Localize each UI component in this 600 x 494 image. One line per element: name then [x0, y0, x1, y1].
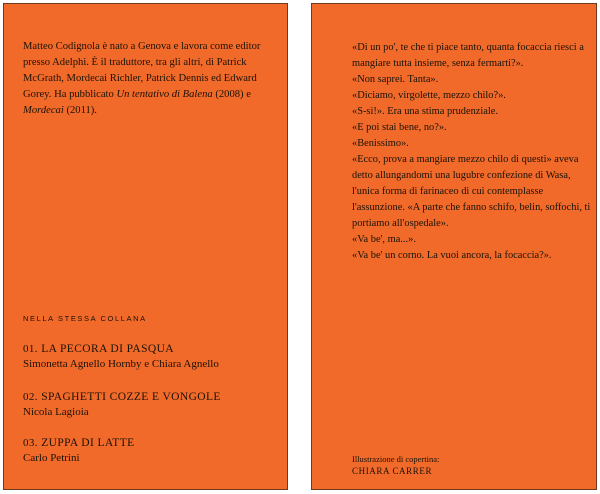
credit-name: CHIARA CARRER — [352, 466, 433, 476]
text-line: «E poi stai bene, no?». — [352, 122, 447, 133]
text-line: «Diciamo, virgolette, mezzo chilo?». — [352, 90, 506, 101]
book-title — [23, 390, 283, 405]
book-title-text: LA PECORA DI PASQUA — [41, 343, 174, 355]
book-number: 01. — [23, 343, 38, 355]
left-page — [3, 3, 288, 490]
series-book — [23, 436, 283, 466]
text-line: «Non saprei. Tanta». — [352, 74, 439, 85]
book-title-text: ZUPPA DI LATTE — [41, 437, 135, 449]
series-book — [23, 342, 283, 372]
book-author: Simonetta Agnello Hornby e Chiara Agnello — [23, 358, 219, 370]
bio-text: (2008) e — [212, 89, 251, 100]
series-heading: NELLA STESSA COLLANA — [23, 314, 147, 323]
book-author: Carlo Petrini — [23, 452, 80, 464]
text-line: «Ecco, prova a mangiare mezzo chilo di questi» aveva detto allungandomi una lugubre confezione di Wasa, l'unica forma di farinaceo di cui contemplasse l'assunzione. «A parte che fanno schifo, belin, soffochi, ti portiamo all'ospedale». — [352, 154, 591, 229]
bio-book-title: Un tentativo di Balena — [116, 89, 213, 100]
book-title — [23, 436, 283, 451]
dialogue-excerpt — [352, 40, 592, 264]
text-line: «Va be', ma...». — [352, 234, 416, 245]
book-number: 02. — [23, 391, 38, 403]
book-author: Nicola Lagioia — [23, 406, 89, 418]
credit-label: Illustrazione di copertina: — [352, 454, 440, 464]
series-book — [23, 390, 283, 420]
text-line: «Benissimo». — [352, 138, 409, 149]
text-line: «Va be' un corno. La vuoi ancora, la focaccia?». — [352, 250, 552, 261]
cover-credit — [352, 453, 439, 478]
bio-text: (2011). — [63, 105, 97, 116]
book-number: 03. — [23, 437, 38, 449]
bio-book-title: Mordecai — [23, 105, 64, 116]
book-title-text: SPAGHETTI COZZE E VONGOLE — [41, 391, 221, 403]
bio-text: Matteo Codignola è nato a Genova e lavora come editor presso Adelphi. È il traduttore, tra gli altri, di Patrick McGrath, Mordecai Richler, Patrick Dennis ed Edward Gorey. Ha pubblicato — [23, 41, 261, 100]
right-page — [311, 3, 597, 490]
text-line: «Di un po', te che ti piace tanto, quanta focaccia riesci a mangiare tutta insieme, senza fermarti?». — [352, 42, 584, 69]
author-bio — [23, 39, 273, 119]
book-title — [23, 342, 283, 357]
text-line: «S-sì!». Era una stima prudenziale. — [352, 106, 499, 117]
